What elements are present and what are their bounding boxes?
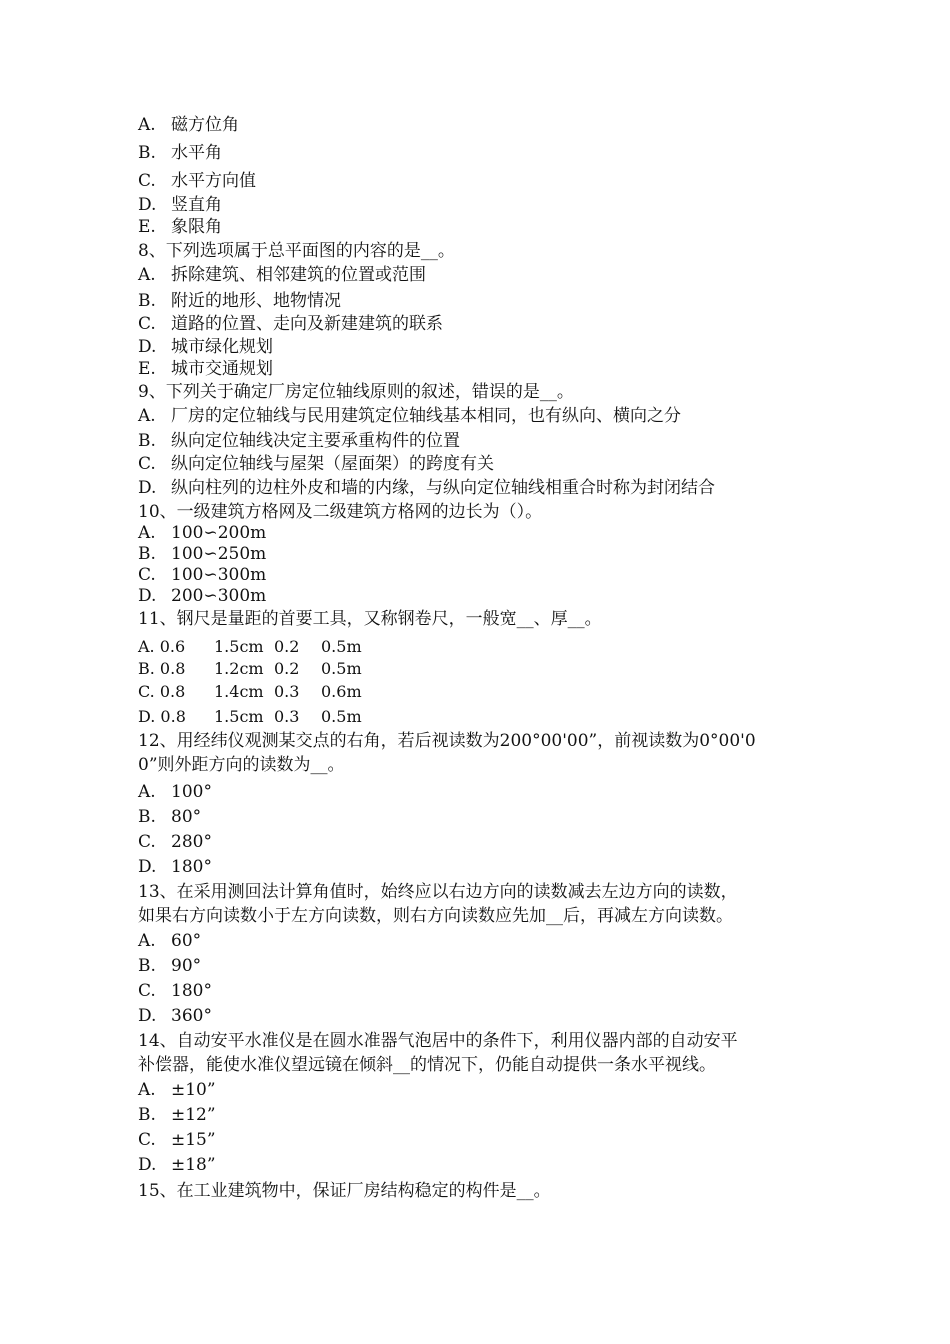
option-text: ±18” [171,1155,216,1175]
answer-cell: C. 0.8 [138,682,186,701]
answer-option [138,453,494,475]
option-key: C. [138,1130,156,1150]
option-text: 纵向定位轴线与屋架（屋面架）的跨度有关 [171,454,494,474]
answer-cell: B. 0.8 [138,659,186,678]
option-key: B. [138,431,156,451]
option-text: 竖直角 [171,195,222,215]
answer-cell: 0.2 [274,637,300,656]
answer-cell: 1.5cm [214,707,264,726]
option-text: 100∽300m [171,565,267,585]
answer-cell: 1.4cm [214,682,264,701]
question-text: 8、下列选项属于总平面图的内容的是__。 [138,241,455,261]
question-text: 12、用经纬仪观测某交点的右角，若后视读数为200°00'00”，前视读数为0°00'0 [138,731,756,751]
answer-option [138,1154,216,1176]
option-key: B. [138,1105,156,1125]
option-key: A. [138,1080,156,1100]
option-text: 城市绿化规划 [171,337,273,357]
answer-cell: 0.5m [321,637,362,656]
option-text: ±10” [171,1080,216,1100]
option-text: 180° [171,857,212,877]
answer-option [138,170,256,192]
answer-option [138,980,212,1002]
answer-option [138,543,266,565]
answer-cell: 0.5m [321,659,362,678]
answer-option [138,831,212,853]
question-text: 9、下列关于确定厂房定位轴线原则的叙述，错误的是__。 [138,382,574,402]
option-key: A. [138,523,156,543]
option-text: 附近的地形、地物情况 [171,291,341,311]
answer-option [138,313,443,335]
answer-option [138,264,426,286]
question-text: 如果右方向读数小于左方向读数，则右方向读数应先加__后，再减左方向读数。 [138,906,733,926]
answer-option [138,142,222,164]
question-text: 11、钢尺是量距的首要工具，又称钢卷尺，一般宽__、厚__。 [138,609,602,629]
option-key: A. [138,931,156,951]
option-text: 100∽200m [171,523,267,543]
option-key: E. [138,217,156,237]
option-text: 厂房的定位轴线与民用建筑定位轴线基本相同，也有纵向、横向之分 [171,406,681,426]
option-text: 280° [171,832,212,852]
answer-option [138,1104,216,1126]
option-key: A. [138,782,156,802]
answer-option [138,781,212,803]
answer-option [138,955,201,977]
option-key: B. [138,956,156,976]
question-text: 补偿器，能使水准仪望远镜在倾斜__的情况下，仍能自动提供一条水平视线。 [138,1055,716,1075]
answer-option [138,930,201,952]
option-key: C. [138,832,156,852]
answer-option [138,336,273,358]
option-text: 纵向柱列的边柱外皮和墙的内缘，与纵向定位轴线相重合时称为封闭结合 [171,478,715,498]
option-text: 水平角 [171,143,222,163]
answer-option [138,585,266,607]
option-key: D. [138,1006,157,1026]
option-text: 象限角 [171,217,222,237]
option-key: D. [138,478,157,498]
answer-cell: 0.2 [274,659,300,678]
answer-option [138,358,273,380]
answer-cell: D. 0.8 [138,707,186,726]
option-text: 80° [171,807,202,827]
answer-option [138,806,201,828]
option-text: 200∽300m [171,586,267,606]
answer-option [138,564,266,586]
option-text: 纵向定位轴线决定主要承重构件的位置 [171,431,460,451]
option-key: E. [138,359,156,379]
answer-option [138,1129,216,1151]
option-text: 90° [171,956,202,976]
option-text: 城市交通规划 [171,359,273,379]
answer-option [138,477,715,499]
option-key: A. [138,265,156,285]
option-text: 100∽250m [171,544,267,564]
option-key: D. [138,195,157,215]
option-key: A. [138,406,156,426]
answer-cell: 0.3 [274,682,300,701]
answer-option [138,856,212,878]
option-key: D. [138,857,157,877]
option-text: 180° [171,981,212,1001]
option-text: 60° [171,931,202,951]
option-text: 磁方位角 [171,115,239,135]
answer-cell: A. 0.6 [138,637,186,656]
answer-option [138,430,460,452]
option-text: ±15” [171,1130,216,1150]
question-text: 15、在工业建筑物中，保证厂房结构稳定的构件是__。 [138,1181,551,1201]
answer-option [138,290,341,312]
option-key: A. [138,115,156,135]
option-text: 水平方向值 [171,171,256,191]
option-text: 360° [171,1006,212,1026]
option-text: 道路的位置、走向及新建建筑的联系 [171,314,443,334]
option-key: D. [138,1155,157,1175]
option-text: 100° [171,782,212,802]
option-text: 拆除建筑、相邻建筑的位置或范围 [171,265,426,285]
question-text: 0”则外距方向的读数为__。 [138,755,345,775]
option-key: C. [138,565,156,585]
question-text: 14、自动安平水准仪是在圆水准器气泡居中的条件下，利用仪器内部的自动安平 [138,1031,738,1051]
question-text: 10、一级建筑方格网及二级建筑方格网的边长为（）。 [138,502,543,522]
answer-cell: 0.5m [321,707,362,726]
answer-cell: 0.6m [321,682,362,701]
option-key: C. [138,454,156,474]
answer-cell: 1.5cm [214,637,264,656]
question-text: 13、在采用测回法计算角值时，始终应以右边方向的读数减去左边方向的读数， [138,882,738,902]
option-key: D. [138,337,157,357]
option-key: B. [138,807,156,827]
option-key: C. [138,981,156,1001]
answer-option [138,1079,216,1101]
answer-option [138,1005,212,1027]
answer-option [138,114,239,136]
answer-cell: 0.3 [274,707,300,726]
option-key: B. [138,544,156,564]
answer-cell: 1.2cm [214,659,264,678]
answer-option [138,522,266,544]
answer-option [138,405,681,427]
option-key: D. [138,586,157,606]
option-key: B. [138,291,156,311]
answer-option [138,194,222,216]
option-key: B. [138,143,156,163]
option-key: C. [138,171,156,191]
option-text: ±12” [171,1105,216,1125]
answer-option [138,216,222,238]
option-key: C. [138,314,156,334]
